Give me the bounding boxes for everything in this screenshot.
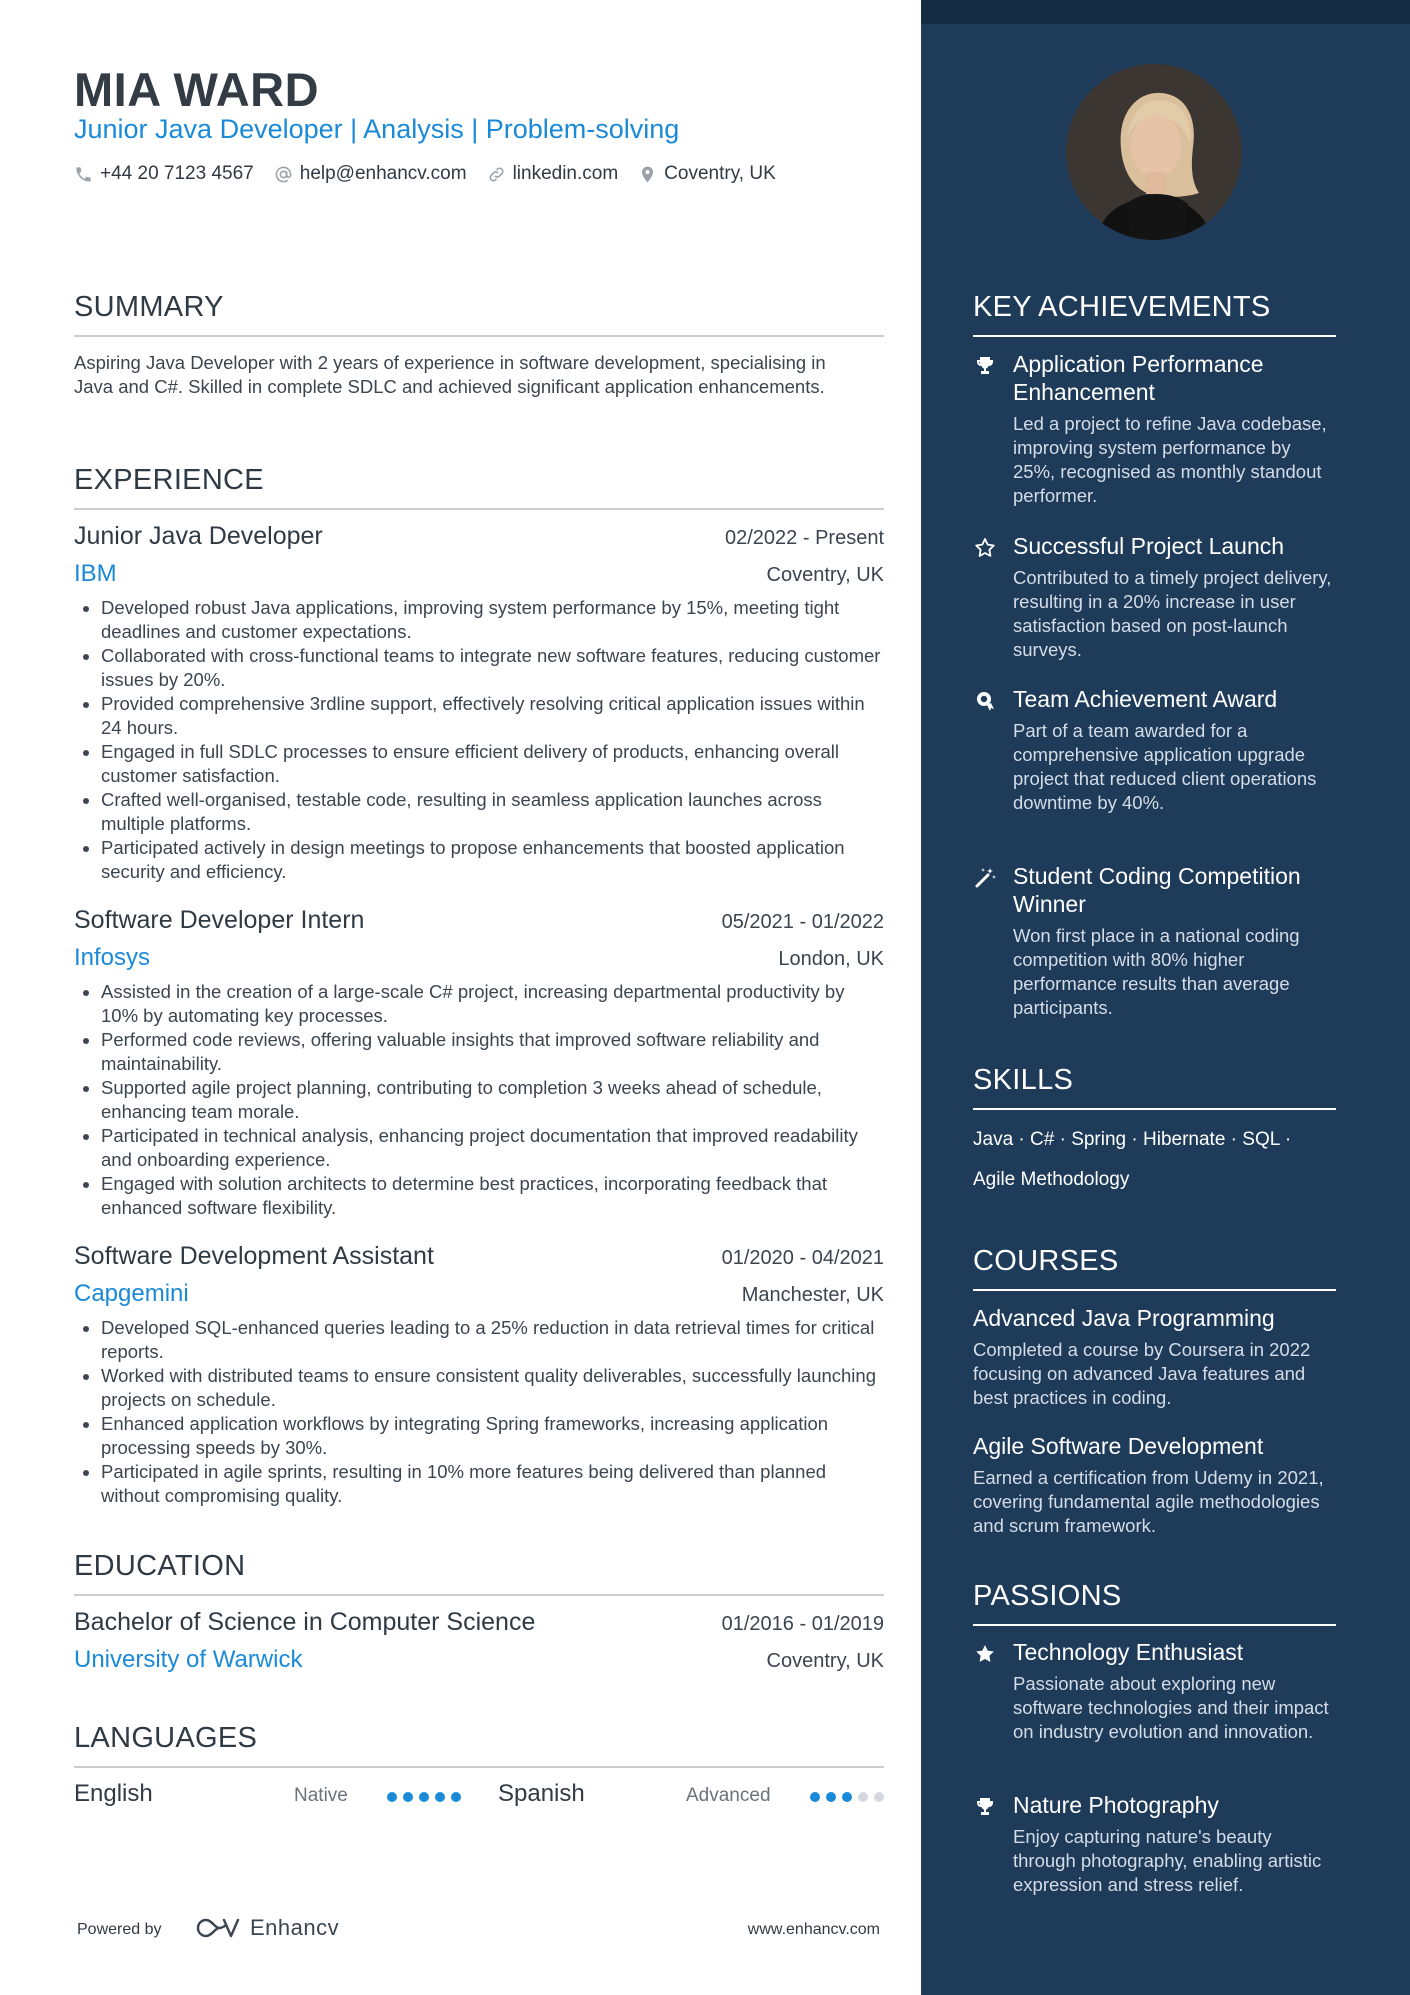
job-bullet: Engaged with solution architects to determine best practices, incorporating feedback that enhanced software flexibility.: [74, 1172, 884, 1220]
star-filled-icon: [973, 1642, 997, 1666]
achievement-item: [973, 350, 1336, 508]
trophy-icon: [973, 1795, 997, 1819]
profile-photo-illustration: [1066, 64, 1242, 240]
at-icon: [274, 165, 293, 184]
job-location: London, UK: [778, 948, 884, 970]
language-level: Native: [294, 1785, 348, 1806]
job-bullet: Enhanced application workflows by integrating Spring frameworks, increasing application processing speeds by 30%.: [74, 1412, 884, 1460]
candidate-name: MIA WARD: [74, 63, 320, 116]
skills-line: Agile Methodology: [973, 1169, 1130, 1190]
rating-dot-filled: [842, 1792, 852, 1802]
passion-item: [973, 1638, 1336, 1744]
contact-row: [74, 163, 796, 185]
sidebar: [921, 0, 1410, 1995]
language-name: English: [74, 1780, 153, 1807]
experience-heading: EXPERIENCE: [74, 464, 884, 510]
languages-heading: LANGUAGES: [74, 1722, 884, 1768]
skills-line: Java · C# · Spring · Hibernate · SQL ·: [973, 1129, 1292, 1150]
job-location: Coventry, UK: [766, 564, 884, 586]
achievement-desc: Won first place in a national coding competition with 80% higher performance results than average participants.: [1013, 925, 1300, 1018]
job-bullets: [74, 596, 884, 884]
achievement-item: [973, 532, 1336, 662]
education-location: Coventry, UK: [766, 1650, 884, 1672]
job-bullet: Provided comprehensive 3rdline support, effectively resolving critical application issues within 24 hours.: [74, 692, 884, 740]
achievements-heading: KEY ACHIEVEMENTS: [973, 291, 1336, 337]
language-rating: [387, 1792, 467, 1802]
achievement-title: Successful Project Launch: [1013, 533, 1285, 559]
rating-dot-filled: [435, 1792, 445, 1802]
course-desc: Completed a course by Coursera in 2022 focusing on advanced Java features and best practices in coding.: [973, 1339, 1311, 1408]
location-text: Coventry, UK: [664, 163, 776, 184]
language-rating: [810, 1792, 890, 1802]
job-bullet: Participated in technical analysis, enhancing project documentation that improved readability and onboarding experience.: [74, 1124, 884, 1172]
rating-dot-filled: [451, 1792, 461, 1802]
passion-desc: Passionate about exploring new software technologies and their impact on industry evolution and innovation.: [1013, 1673, 1329, 1742]
achievement-item: [973, 862, 1336, 1020]
passion-desc: Enjoy capturing nature's beauty through photography, enabling artistic expression and stress relief.: [1013, 1826, 1322, 1895]
star-outline-icon: [973, 536, 997, 560]
location-pin-icon: [638, 165, 657, 184]
job-bullet: Engaged in full SDLC processes to ensure efficient delivery of products, enhancing overall customer satisfaction.: [74, 740, 884, 788]
website-link[interactable]: www.enhancv.com: [747, 1921, 880, 1938]
contact-email[interactable]: [274, 163, 467, 185]
job-bullet: Worked with distributed teams to ensure consistent quality deliverables, successfully launching projects on schedule.: [74, 1364, 884, 1412]
achievement-title: Student Coding Competition Winner: [1013, 863, 1301, 917]
course-title: Advanced Java Programming: [973, 1305, 1275, 1331]
summary-heading: SUMMARY: [74, 291, 884, 337]
job-company: IBM: [74, 560, 117, 587]
job-entry: [74, 1242, 884, 1508]
job-bullet: Performed code reviews, offering valuable insights that improved software reliability and maintainability.: [74, 1028, 884, 1076]
job-date: 05/2021 - 01/2022: [721, 911, 884, 933]
job-date: 01/2020 - 04/2021: [721, 1247, 884, 1269]
sidebar-top-band: [921, 0, 1410, 24]
job-bullets: [74, 980, 884, 1220]
achievement-title: Application Performance Enhancement: [1013, 351, 1264, 405]
passion-item: [973, 1791, 1336, 1897]
linkedin-text: linkedin.com: [512, 163, 619, 184]
enhancv-logo[interactable]: [194, 1915, 339, 1941]
enhancv-brand-text: Enhancv: [250, 1915, 340, 1940]
job-bullet: Participated actively in design meetings to propose enhancements that boosted application security and efficiency.: [74, 836, 884, 884]
job-company: Capgemini: [74, 1280, 189, 1307]
achievement-desc: Part of a team awarded for a comprehensive application upgrade project that reduced client operations downtime by 40%.: [1013, 720, 1317, 813]
rating-dot-filled: [387, 1792, 397, 1802]
course-desc: Earned a certification from Udemy in 2021, covering fundamental agile methodologies and scrum framework.: [973, 1467, 1324, 1536]
rating-dot-filled: [810, 1792, 820, 1802]
contact-linkedin[interactable]: [487, 163, 619, 185]
course-title: Agile Software Development: [973, 1433, 1264, 1459]
medal-icon: [973, 689, 997, 713]
language-name: Spanish: [498, 1780, 585, 1807]
job-bullets: [74, 1316, 884, 1508]
education-date: 01/2016 - 01/2019: [721, 1613, 884, 1635]
headline: Junior Java Developer | Analysis | Problem-solving: [74, 114, 680, 144]
skills-heading: SKILLS: [973, 1064, 1336, 1110]
education-entry: [74, 1608, 884, 1680]
phone-icon: [74, 165, 93, 184]
rating-dot-filled: [826, 1792, 836, 1802]
job-bullet: Developed robust Java applications, improving system performance by 15%, meeting tight deadlines and customer expectations.: [74, 596, 884, 644]
course-item: [973, 1304, 1336, 1410]
courses-heading: COURSES: [973, 1245, 1336, 1291]
rating-dot-empty: [858, 1792, 868, 1802]
education-heading: EDUCATION: [74, 1550, 884, 1596]
job-bullet: Collaborated with cross-functional teams to integrate new software features, reducing customer issues by 20%.: [74, 644, 884, 692]
trophy-icon: [973, 354, 997, 378]
school: University of Warwick: [74, 1646, 303, 1673]
footer: [74, 1915, 884, 1945]
rating-dot-filled: [403, 1792, 413, 1802]
passion-title: Nature Photography: [1013, 1792, 1219, 1818]
skills-list: [973, 1120, 1336, 1200]
job-bullet: Assisted in the creation of a large-scale C# project, increasing departmental productivity by 10% by automating key processes.: [74, 980, 884, 1028]
job-bullet: Developed SQL-enhanced queries leading to a 25% reduction in data retrieval times for critical reports.: [74, 1316, 884, 1364]
language-level: Advanced: [686, 1785, 771, 1806]
phone-text: +44 20 7123 4567: [100, 163, 254, 184]
job-entry: [74, 522, 884, 884]
languages-row: [74, 1780, 884, 1816]
job-date: 02/2022 - Present: [725, 527, 884, 549]
job-company: Infosys: [74, 944, 151, 971]
job-bullet: Participated in agile sprints, resulting in 10% more features being delivered than planned without compromising quality.: [74, 1460, 884, 1508]
job-bullet: Supported agile project planning, contributing to completion 3 weeks ahead of schedule, enhancing team morale.: [74, 1076, 884, 1124]
job-title: Software Development Assistant: [74, 1242, 434, 1270]
course-item: [973, 1432, 1336, 1538]
enhancv-logo-icon: [194, 1915, 242, 1941]
achievement-desc: Led a project to refine Java codebase, improving system performance by 25%, recognised as monthly standout performer.: [1013, 413, 1327, 506]
contact-phone[interactable]: [74, 163, 254, 185]
rating-dot-filled: [419, 1792, 429, 1802]
job-title: Software Developer Intern: [74, 906, 365, 934]
achievement-desc: Contributed to a timely project delivery, resulting in a 20% increase in user satisfaction based on post-launch surveys.: [1013, 567, 1332, 660]
summary-text: Aspiring Java Developer with 2 years of experience in software development, specialising in Java and C#. Skilled in complete SDLC and achieved significant application enhancements.: [74, 352, 826, 397]
profile-photo: [1066, 64, 1242, 240]
job-bullet: Crafted well-organised, testable code, resulting in seamless application launches across multiple platforms.: [74, 788, 884, 836]
passion-title: Technology Enthusiast: [1013, 1639, 1244, 1665]
link-icon: [487, 165, 506, 184]
rating-dot-empty: [874, 1792, 884, 1802]
degree: Bachelor of Science in Computer Science: [74, 1608, 536, 1636]
achievement-item: [973, 685, 1336, 815]
job-location: Manchester, UK: [741, 1284, 884, 1306]
email-text: help@enhancv.com: [299, 163, 467, 184]
contact-location: [638, 163, 776, 185]
job-title: Junior Java Developer: [74, 522, 323, 550]
job-entry: [74, 906, 884, 1220]
powered-by-text: Powered by: [77, 1921, 162, 1938]
passions-heading: PASSIONS: [973, 1580, 1336, 1626]
magic-wand-icon: [973, 866, 997, 890]
achievement-title: Team Achievement Award: [1013, 686, 1278, 712]
